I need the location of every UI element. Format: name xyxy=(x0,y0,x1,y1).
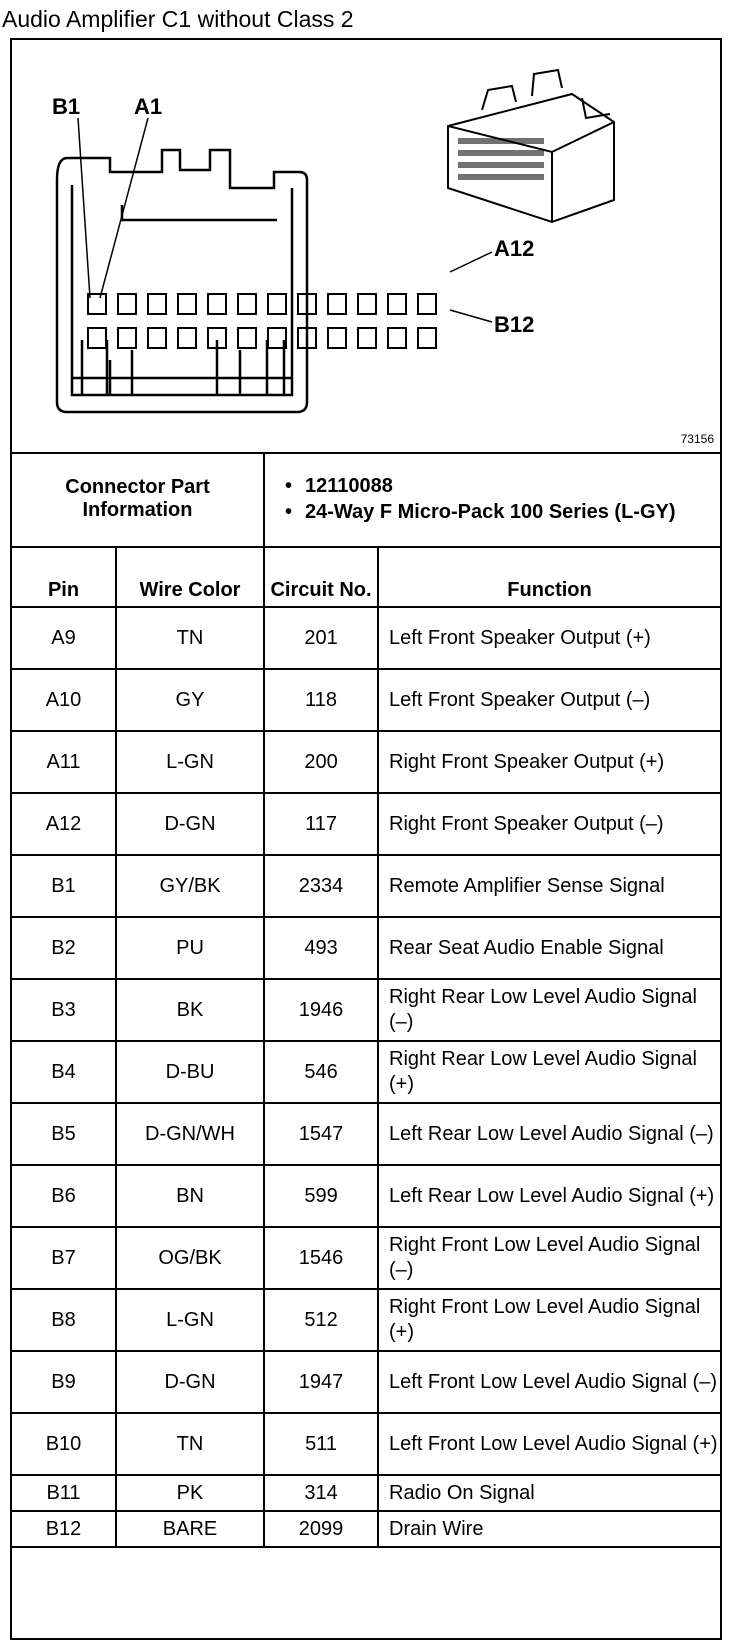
table-row xyxy=(12,1511,720,1547)
pin-cell: B4 xyxy=(12,1041,116,1103)
pin-cell: A11 xyxy=(12,731,116,793)
circuit-cell: 511 xyxy=(264,1413,378,1475)
connector-type: • 24-Way F Micro-Pack 100 Series (L-GY) xyxy=(285,501,676,523)
function-header: Function xyxy=(378,547,720,607)
wire-color-cell: PK xyxy=(116,1475,264,1511)
pin-cavity xyxy=(268,294,286,314)
pin-cell: B6 xyxy=(12,1165,116,1227)
pin-cell: B12 xyxy=(12,1511,116,1547)
pin-cavity xyxy=(88,328,106,348)
pin-cell: B3 xyxy=(12,979,116,1041)
pin-cell: B5 xyxy=(12,1103,116,1165)
table-row xyxy=(12,1475,720,1511)
table-row xyxy=(12,607,720,669)
wire-color-cell: BK xyxy=(116,979,264,1041)
table-row xyxy=(12,731,720,793)
circuit-cell: 493 xyxy=(264,917,378,979)
function-cell: Right Front Low Level Audio Signal (+) xyxy=(378,1289,720,1351)
pin-cavity xyxy=(328,328,346,348)
pin-cavity xyxy=(178,294,196,314)
wire-color-cell: BN xyxy=(116,1165,264,1227)
label-a12: A12 xyxy=(494,236,535,261)
connector-face-drawing xyxy=(12,40,720,452)
circuit-header: Circuit No. xyxy=(264,547,378,607)
function-cell: Drain Wire xyxy=(378,1511,720,1547)
circuit-cell: 117 xyxy=(264,793,378,855)
circuit-cell: 2099 xyxy=(264,1511,378,1547)
function-cell: Right Front Speaker Output (+) xyxy=(378,731,720,793)
wire-color-cell: D-BU xyxy=(116,1041,264,1103)
pin-cavities xyxy=(88,294,436,348)
pin-cavity xyxy=(118,294,136,314)
wire-color-cell: D-GN xyxy=(116,1351,264,1413)
header-row xyxy=(12,547,720,607)
connector-info-row xyxy=(12,452,720,547)
table-row xyxy=(12,917,720,979)
pin-cavity xyxy=(148,328,166,348)
pin-header: Pin xyxy=(12,547,116,607)
pin-cell: B9 xyxy=(12,1351,116,1413)
circuit-cell: 1946 xyxy=(264,979,378,1041)
pin-cavity xyxy=(388,294,406,314)
pinout-table xyxy=(12,452,720,1548)
pin-cavity xyxy=(358,328,376,348)
pin-cavity xyxy=(388,328,406,348)
circuit-cell: 599 xyxy=(264,1165,378,1227)
pin-cavity xyxy=(88,294,106,314)
wire-color-cell: GY/BK xyxy=(116,855,264,917)
pin-cavity xyxy=(328,294,346,314)
pin-cell: A12 xyxy=(12,793,116,855)
function-cell: Left Rear Low Level Audio Signal (–) xyxy=(378,1103,720,1165)
circuit-cell: 546 xyxy=(264,1041,378,1103)
function-cell: Rear Seat Audio Enable Signal xyxy=(378,917,720,979)
pin-cavity xyxy=(178,328,196,348)
table-row xyxy=(12,669,720,731)
function-cell: Left Front Speaker Output (–) xyxy=(378,669,720,731)
circuit-cell: 1547 xyxy=(264,1103,378,1165)
function-cell: Right Rear Low Level Audio Signal (+) xyxy=(378,1041,720,1103)
wire-color-cell: BARE xyxy=(116,1511,264,1547)
pin-cavity xyxy=(418,328,436,348)
circuit-cell: 314 xyxy=(264,1475,378,1511)
circuit-cell: 118 xyxy=(264,669,378,731)
pin-cell: B7 xyxy=(12,1227,116,1289)
table-row xyxy=(12,1165,720,1227)
table-row xyxy=(12,855,720,917)
wire-color-cell: TN xyxy=(116,607,264,669)
pin-cavity xyxy=(238,328,256,348)
label-b12: B12 xyxy=(494,312,535,337)
function-cell: Right Front Speaker Output (–) xyxy=(378,793,720,855)
table-row xyxy=(12,1289,720,1351)
wire-color-cell: PU xyxy=(116,917,264,979)
wire-color-cell: D-GN/WH xyxy=(116,1103,264,1165)
wire-color-cell: OG/BK xyxy=(116,1227,264,1289)
pin-cell: B8 xyxy=(12,1289,116,1351)
circuit-cell: 200 xyxy=(264,731,378,793)
connector-3d-sketch xyxy=(448,70,614,222)
pin-cavity xyxy=(208,294,226,314)
table-row xyxy=(12,979,720,1041)
pin-cavity xyxy=(418,294,436,314)
wire-color-cell: TN xyxy=(116,1413,264,1475)
connector-part-label: Connector Part Information xyxy=(12,452,264,547)
label-a1: A1 xyxy=(134,94,163,119)
function-cell: Left Rear Low Level Audio Signal (+) xyxy=(378,1165,720,1227)
table-row xyxy=(12,1041,720,1103)
pin-cavity xyxy=(358,294,376,314)
table-row xyxy=(12,1351,720,1413)
connector-sheet xyxy=(10,38,722,1640)
pin-cavity xyxy=(118,328,136,348)
part-number: • 12110088 xyxy=(285,475,393,497)
table-row xyxy=(12,1227,720,1289)
wire-color-cell: D-GN xyxy=(116,793,264,855)
pin-cell: B2 xyxy=(12,917,116,979)
wire-color-cell: GY xyxy=(116,669,264,731)
wire-color-header: Wire Color xyxy=(116,547,264,607)
pin-cell: A9 xyxy=(12,607,116,669)
pin-cavity xyxy=(238,294,256,314)
function-cell: Left Front Low Level Audio Signal (–) xyxy=(378,1351,720,1413)
function-cell: Right Rear Low Level Audio Signal (–) xyxy=(378,979,720,1041)
circuit-cell: 1947 xyxy=(264,1351,378,1413)
table-row xyxy=(12,793,720,855)
label-b1: B1 xyxy=(52,94,81,119)
function-cell: Remote Amplifier Sense Signal xyxy=(378,855,720,917)
figure-number: 73156 xyxy=(680,432,714,446)
wire-color-cell: L-GN xyxy=(116,1289,264,1351)
pin-cavity xyxy=(148,294,166,314)
table-row xyxy=(12,1413,720,1475)
pin-cell: B10 xyxy=(12,1413,116,1475)
pin-cell: B11 xyxy=(12,1475,116,1511)
connector-diagram xyxy=(12,40,720,454)
function-cell: Left Front Speaker Output (+) xyxy=(378,607,720,669)
circuit-cell: 512 xyxy=(264,1289,378,1351)
table-row xyxy=(12,1103,720,1165)
circuit-cell: 2334 xyxy=(264,855,378,917)
function-cell: Left Front Low Level Audio Signal (+) xyxy=(378,1413,720,1475)
page-title: Audio Amplifier C1 without Class 2 xyxy=(2,6,354,32)
circuit-cell: 1546 xyxy=(264,1227,378,1289)
function-cell: Right Front Low Level Audio Signal (–) xyxy=(378,1227,720,1289)
circuit-cell: 201 xyxy=(264,607,378,669)
pin-cell: B1 xyxy=(12,855,116,917)
function-cell: Radio On Signal xyxy=(378,1475,720,1511)
wire-color-cell: L-GN xyxy=(116,731,264,793)
pin-cell: A10 xyxy=(12,669,116,731)
connector-part-info xyxy=(264,452,720,547)
